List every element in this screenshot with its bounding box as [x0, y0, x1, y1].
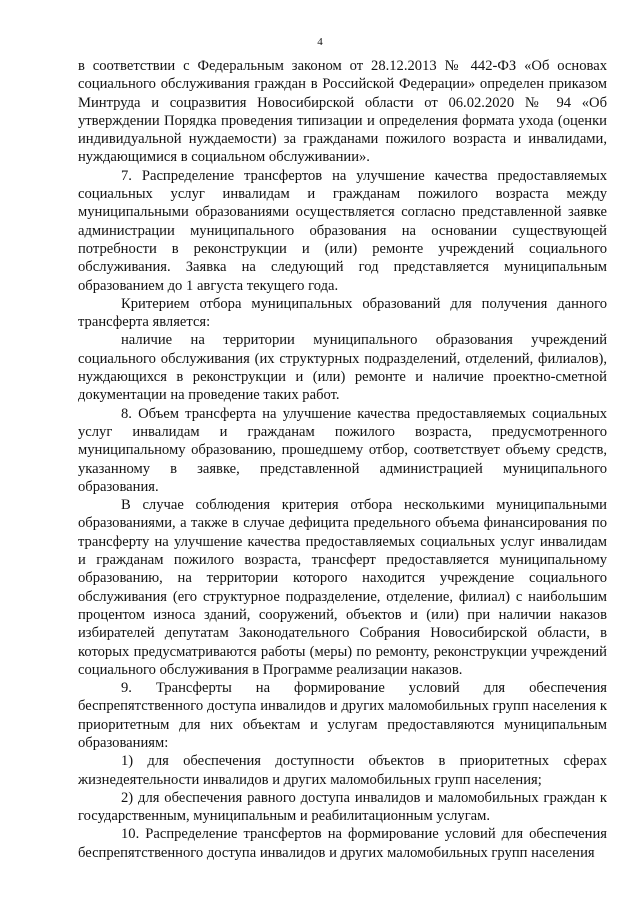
- paragraph-item-10: 10. Распределение трансфертов на формирование условий для обеспечения беспрепятственного доступа инвалидов и других маломобильных групп населения: [78, 826, 607, 861]
- document-body: [78, 57, 607, 862]
- paragraph-item-8: 8. Объем трансферта на улучшение качества предоставляемых социальных услуг инвалидам и гражданам пожилого возраста, предусмотренного муниципальному образованию, прошедшему отбор, соответствует объему средств, указанному в заявке, представленной администрацией муниципального образования.: [78, 405, 607, 495]
- paragraph-item-7: 7. Распределение трансфертов на улучшение качества предоставляемых социальных услуг инвалидам и гражданам пожилого возраста между муниципальными образованиями осуществляется согласно представленной заявке администрации муниципального образования на основании существующей потребности в реконструкции и (или) ремонте учреждений социального обслуживания. Заявка на следующий год представляется муниципальным образованием до 1 августа текущего года.: [78, 167, 607, 294]
- paragraph-subitem-2: 2) для обеспечения равного доступа инвалидов и маломобильных граждан к государственным, муниципальным и реабилитационным услугам.: [78, 789, 607, 825]
- paragraph-selection-criterion: Критерием отбора муниципальных образований для получения данного трансферта является:: [78, 295, 607, 331]
- paragraph-item-9: 9. Трансферты на формирование условий для обеспечения беспрепятственного доступа инвалидов и других маломобильных групп населения к приоритетным для них объектам и услугам предоставляются муниципальным образованиям:: [78, 680, 607, 751]
- paragraph-multiple-criteria: В случае соблюдения критерия отбора несколькими муниципальными образованиями, а также в случае дефицита предельного объема финансирования по трансферту на улучшение качества предоставляемых социальных услуг инвалидам и гражданам пожилого возраста, трансферт предоставляется муниципальному образованию, на территории которого находится учреждение социального обслуживания (его структурное подразделение, отделение, филиал) с наибольшим процентом износа зданий, сооружений, объектов и (или) при наличии наказов избирателей депутатам Законодательного Собрания Новосибирской области, в которых предусматриваются работы (меры) по ремонту, реконструкции учреждений социального обслуживания в Программе реализации наказов.: [78, 497, 607, 678]
- paragraph-subitem-1: 1) для обеспечения доступности объектов в приоритетных сферах жизнедеятельности инвалидов и других маломобильных групп населения;: [78, 753, 607, 788]
- paragraph-continuation: в соответствии с Федеральным законом от 28.12.2013 № 442-ФЗ «Об основах социального обслуживания граждан в Российской Федерации» определен приказом Минтруда и соцразвития Новосибирской области от 06.02.2020 № 94 «Об утверждении Порядка проведения типизации и определения формата ухода (оценки индивидуальной нуждаемости) за гражданами пожилого возраста и инвалидами, нуждающимися в социальном обслуживании».: [78, 58, 607, 166]
- paragraph-criterion-condition: наличие на территории муниципального образования учреждений социального обслуживания (их структурных подразделений, отделений, филиалов), нуждающихся в реконструкции и (или) ремонте и наличие проектно-сметной документации на проведение таких работ.: [78, 332, 607, 404]
- page-number: 4: [317, 36, 323, 48]
